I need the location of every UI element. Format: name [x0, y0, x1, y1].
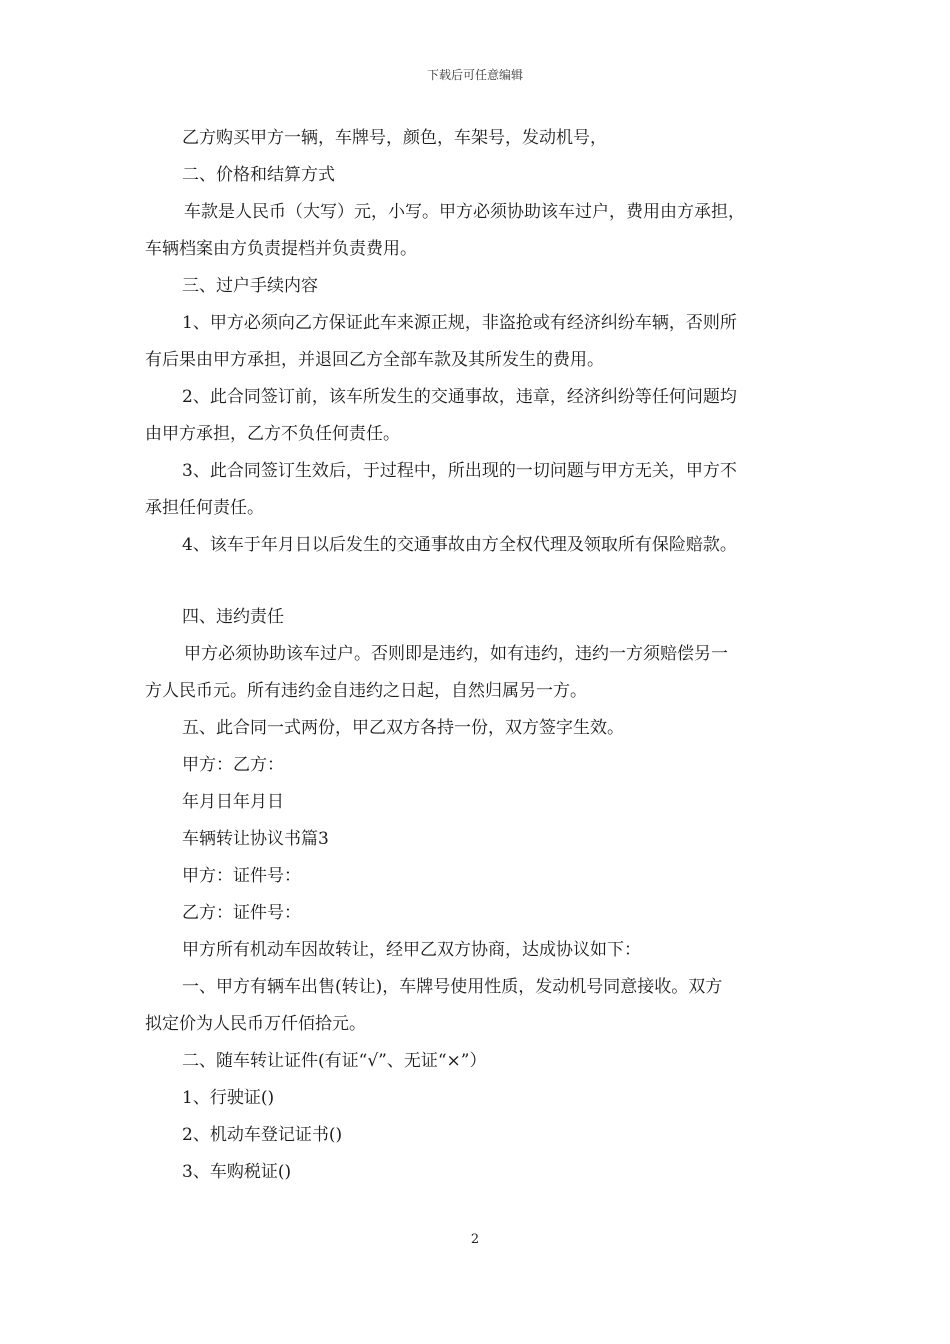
- paragraph-line: 五、此合同一式两份，甲乙双方各持一份，双方签字生效。: [182, 718, 624, 738]
- section-heading: 三、过户手续内容: [182, 276, 318, 296]
- paragraph-line: 3、此合同签订生效后，于过程中，所出现的一切问题与甲方无关，甲方不: [182, 461, 737, 481]
- document-title: 车辆转让协议书篇3: [182, 829, 329, 849]
- paragraph-line: 承担任何责任。: [145, 498, 264, 518]
- party-b-line: 乙方：证件号：: [182, 903, 301, 923]
- paragraph-line: 有后果由甲方承担，并退回乙方全部车款及其所发生的费用。: [145, 350, 604, 370]
- section-heading: 二、随车转让证件(有证“√”、无证“×”）: [182, 1051, 487, 1071]
- paragraph-line: 车款是人民币（大写）元，小写。甲方必须协助该车过户，费用由方承担，: [184, 202, 745, 222]
- paragraph-line: 方人民币元。所有违约金自违约之日起，自然归属另一方。: [145, 681, 587, 701]
- party-a-line: 甲方：证件号：: [182, 866, 301, 886]
- date-line: 年月日年月日: [182, 792, 284, 812]
- list-item: 3、车购税证(): [182, 1162, 292, 1182]
- document-body: [145, 120, 811, 1191]
- paragraph-line: 甲方必须协助该车过户。否则即是违约，如有违约，违约一方须赔偿另一: [184, 644, 728, 664]
- list-item: 2、机动车登记证书(): [182, 1125, 343, 1145]
- paragraph-line: 2、此合同签订前，该车所发生的交通事故，违章，经济纠纷等任何问题均: [182, 387, 737, 407]
- section-heading: 四、违约责任: [182, 607, 284, 627]
- signature-line: 甲方：乙方：: [182, 755, 284, 775]
- blank-line: [145, 564, 811, 599]
- paragraph-line: 由甲方承担，乙方不负任何责任。: [145, 424, 400, 444]
- paragraph-line: 乙方购买甲方一辆，车牌号，颜色，车架号，发动机号，: [182, 128, 607, 148]
- paragraph-line: 拟定价为人民币万仟佰拾元。: [145, 1014, 366, 1034]
- page-number: 2: [470, 1232, 480, 1247]
- page-header: 下载后可任意编辑: [426, 68, 523, 82]
- paragraph-line: 车辆档案由方负责提档并负责费用。: [145, 239, 417, 259]
- paragraph-line: 甲方所有机动车因故转让，经甲乙双方协商，达成协议如下：: [182, 940, 641, 960]
- section-heading: 二、价格和结算方式: [182, 165, 335, 185]
- paragraph-line: 1、甲方必须向乙方保证此车来源正规，非盗抢或有经济纠纷车辆，否则所: [182, 313, 737, 333]
- paragraph-line: 一、甲方有辆车出售(转让)，车牌号使用性质，发动机号同意接收。双方: [182, 977, 723, 997]
- paragraph-line: 4、该车于年月日以后发生的交通事故由方全权代理及领取所有保险赔款。: [182, 535, 737, 555]
- list-item: 1、行驶证(): [182, 1088, 275, 1108]
